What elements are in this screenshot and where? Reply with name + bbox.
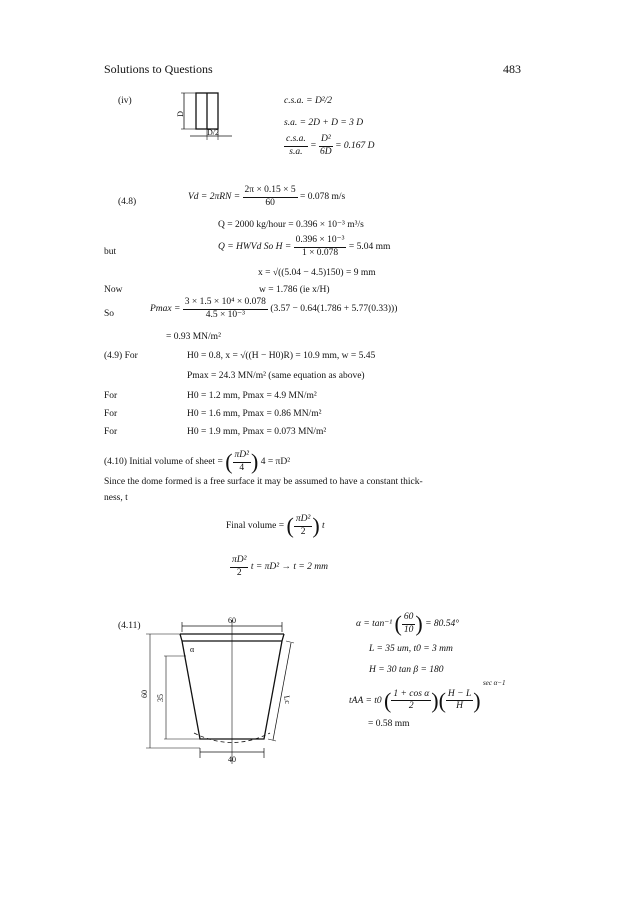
- fig-label-bottom: 40: [228, 755, 236, 764]
- fig-label-left: 60: [140, 690, 149, 698]
- word-now: Now: [104, 285, 123, 295]
- eq-410-initial: (4.10) Initial volume of sheet = ( $\frac{\text{πD²}}{4}$ ) 4 = πD²: [104, 449, 291, 474]
- fig-label-alpha: α: [190, 645, 195, 654]
- iv-eq-csa: c.s.a. = D²/2: [284, 96, 333, 106]
- eq-49-4: H0 = 1.6 mm, Pmax = 0.86 MN/m²: [187, 409, 322, 419]
- eq-h: Q = HWVd So H = $\frac{\text{0.396 × 10⁻³}}{1 \times 0.078}$ = 5.04 mm: [218, 235, 391, 258]
- running-head: Solutions to Questions: [104, 62, 213, 76]
- section-figure-iv: [170, 90, 270, 146]
- dim-half-label: D/2: [207, 128, 219, 137]
- eq-h-tan: H = 30 tan β = 180: [369, 665, 444, 675]
- eq-alpha: α = tan⁻¹ ( $\frac{60}{10}$ ) = 80.54°: [356, 611, 460, 636]
- iv-eq-sa: s.a. = 2D + D = 3 D: [284, 118, 364, 128]
- iv-eq-ratio: $\frac{c.s.a.}{s.a.}$ = $\frac{\text{D²}}{6D}$ = 0.167 D: [286, 134, 375, 157]
- label-4-8: (4.8): [118, 197, 137, 207]
- text-410-2: ness, t: [104, 493, 128, 503]
- eq-pmax-result: = 0.93 MN/m²: [166, 332, 221, 342]
- eq-49-2: Pmax = 24.3 MN/m² (same equation as above): [187, 371, 365, 381]
- fig-label-inner: 35: [156, 694, 165, 702]
- page-number: 483: [503, 62, 521, 76]
- eq-taa-result: = 0.58 mm: [368, 719, 410, 729]
- word-but: but: [104, 247, 117, 257]
- word-for-3: For: [104, 427, 118, 437]
- word-for-1: For: [104, 391, 118, 401]
- section-figure-4-11: [136, 612, 312, 772]
- word-so: So: [104, 309, 115, 319]
- eq-49-1: H0 = 0.8, x = √((H − H0)R) = 10.9 mm, w = 5.45: [187, 351, 376, 361]
- word-for-2: For: [104, 409, 118, 419]
- eq-x: x = √((5.04 − 4.5)150) = 9 mm: [258, 268, 376, 278]
- label-4-9: (4.9) For: [104, 351, 138, 361]
- eq-vd: Vd = 2πRN = $\frac{2\pi \times 0.15 \times 5}{60}$ = 0.078 m/s: [188, 185, 346, 208]
- fig-label-top: 60: [228, 616, 236, 625]
- fig-label-lc: Lc: [282, 694, 293, 705]
- label-iv: (iv): [118, 96, 132, 106]
- eq-410-final: Final volume = ( $\frac{\text{πD²}}{2}$ ) t: [226, 513, 325, 538]
- eq-l: L = 35 um, t0 = 3 mm: [369, 644, 453, 654]
- eq-410-t: $\frac{\text{πD²}}{2}$ t = πD² → t = 2 mm: [232, 555, 329, 578]
- eq-w: w = 1.786 (ie x/H): [259, 285, 330, 295]
- label-4-11: (4.11): [118, 621, 141, 631]
- eq-q: Q = 2000 kg/hour = 0.396 × 10⁻³ m³/s: [218, 220, 364, 230]
- dim-d-label: D: [176, 111, 185, 117]
- eq-49-3: H0 = 1.2 mm, Pmax = 4.9 MN/m²: [187, 391, 317, 401]
- eq-taa: tAA = t0 ( $\frac{\text{1 + cos α}}{2}$ )( $\frac{H - L}{H}$ ) $^{sec \alpha-1}$: [349, 679, 506, 713]
- eq-49-5: H0 = 1.9 mm, Pmax = 0.073 MN/m²: [187, 427, 327, 437]
- eq-pmax: Pmax = $\frac{\text{3 × 1.5 × 10⁴ × 0.078}}{\text{4.5 × 10⁻³}}$ (3.57 − 0.64(1.786 + 5.77(0.33))): [150, 297, 398, 320]
- text-410-1: Since the dome formed is a free surface it may be assumed to have a constant thick-: [104, 477, 423, 487]
